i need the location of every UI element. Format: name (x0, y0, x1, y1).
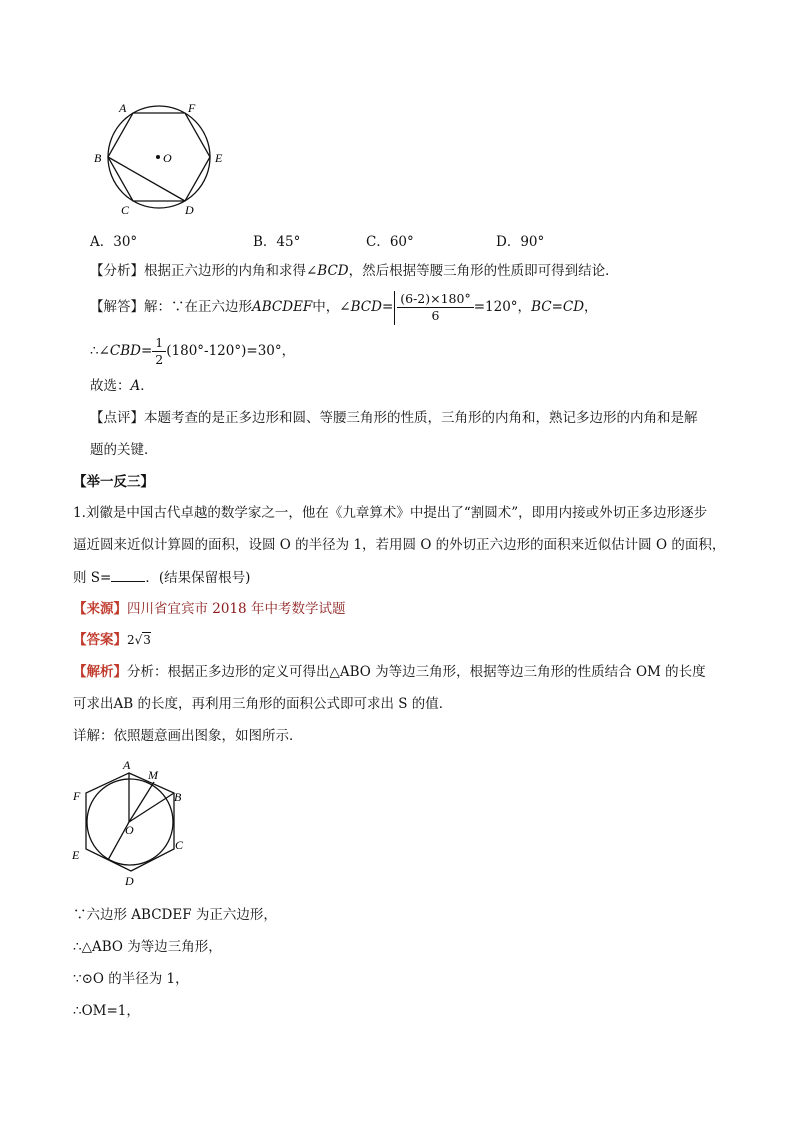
review-line-2: 题的关键． (90, 442, 158, 458)
problem-line-1: 1.刘徽是中国古代卓越的数学家之一，他在《九章算术》中提出了“割圆术”，即用内接或外切正多边形逐步 (73, 505, 708, 521)
solution-line (90, 287, 598, 327)
detail-line: 详解：依照题意画出图象，如图所示． (73, 728, 303, 744)
label-b: B (94, 151, 102, 165)
segment-om (129, 782, 154, 822)
label-f: F (188, 101, 196, 115)
analysis-text-1: 根据正六边形的内角和求得 (144, 263, 306, 279)
source-text: 四川省宜宾市 2018 年中考数学试题 (127, 601, 346, 617)
solution-text-1: 解：∵在正六边形 (144, 299, 252, 315)
segment-ob (129, 793, 174, 822)
choice-line (90, 376, 154, 396)
step2-fraction (152, 335, 166, 368)
option-d: D．90° (496, 234, 545, 250)
solution-bc: BC (531, 299, 552, 315)
solution-comma: ， (584, 299, 598, 315)
step2-text: (180°-120°)=30°， (166, 343, 296, 359)
source-tag: 【来源】 (73, 601, 127, 617)
label2-f: F (73, 789, 81, 803)
explain-tag: 【解析】 (73, 664, 127, 680)
segment-bd (108, 157, 185, 201)
solution-hex: ABCDEF (252, 299, 313, 315)
figure-inscribed-hexagon (90, 95, 235, 220)
option-a: A．30° (90, 234, 138, 250)
review-tag: 【点评】 (90, 410, 144, 426)
conclusion-line-2: ∴△ABO 为等边三角形， (73, 939, 222, 955)
conclusion-line-4: ∴OM=1， (73, 1003, 140, 1019)
label-a: A (119, 101, 127, 115)
analysis-line (90, 261, 619, 281)
problem-line-3-pre: 则 S= (73, 570, 112, 586)
solution-frac-num: (6-2)×180° (397, 291, 473, 308)
solution-frac-den: 6 (431, 308, 440, 323)
solution-text-3: =120°， (473, 299, 532, 315)
label2-b: B (174, 790, 182, 804)
label2-d: D (125, 874, 134, 888)
explain-line-2: 可求出AB 的长度，再利用三角形的面积公式即可求出 S 的值． (73, 696, 453, 712)
answer-radicand: 3 (143, 633, 151, 647)
fraction-bar-mark (394, 291, 395, 325)
label2-m: M (148, 768, 158, 782)
step2-angle: ∠CBD (98, 343, 141, 359)
solution-fraction (397, 291, 473, 324)
explain-text-1: 分析：根据正多边形的定义可得出△ABO 为等边三角形，根据等边三角形的性质结合 OM 的长度 (127, 664, 706, 680)
explain-line-1 (73, 662, 706, 682)
step2-frac-den: 2 (155, 352, 164, 367)
step2-eq: = (140, 343, 153, 359)
analysis-text-2: ，然后根据等腰三角形的性质即可得到结论． (348, 263, 619, 279)
analysis-angle: ∠BCD (306, 263, 349, 279)
solution-text-2: 中， (312, 299, 340, 315)
answer-tag: 【答案】 (73, 632, 127, 648)
solution-tag: 【解答】 (90, 299, 144, 315)
problem-line-2: 逼近圆来近似计算圆的面积，设圆 O 的半径为 1，若用圆 O 的外切正六边形的面积来近似估计圆 O 的面积， (73, 537, 726, 553)
answer-coef: 2 (127, 633, 135, 647)
label2-c: C (175, 838, 184, 852)
problem-line-3 (73, 567, 250, 588)
label-o: O (163, 151, 172, 165)
option-b: B．45° (253, 234, 301, 250)
label2-a: A (123, 758, 131, 772)
label-d: D (185, 203, 194, 217)
step2-prefix: ∴ (90, 343, 99, 359)
choice-text-2: ． (140, 378, 154, 394)
solution-cd: CD (562, 299, 585, 315)
answer-sqrt-sign: √ (134, 633, 143, 647)
review-line-1 (90, 408, 698, 428)
answer-line (73, 630, 151, 650)
conclusion-line-3: ∵⊙O 的半径为 1， (73, 971, 189, 987)
choice-answer: A (130, 378, 141, 394)
analysis-tag: 【分析】 (90, 263, 144, 279)
problem-line-3-post: ．(结果保留根号) (145, 570, 251, 586)
choice-text-1: 故选： (90, 378, 131, 394)
conclusion-line-1: ∵六边形 ABCDEF 为正六边形， (73, 907, 277, 923)
option-c: C．60° (366, 234, 414, 250)
figure-circumscribed-hexagon (62, 755, 197, 890)
review-text-1: 本题考查的是正多边形和圆、等腰三角形的性质，三角形的内角和，熟记多边形的内角和是解 (144, 410, 698, 426)
section-title: 【举一反三】 (73, 474, 154, 490)
label2-e: E (72, 848, 80, 862)
step2-line (90, 331, 295, 371)
label-c: C (121, 203, 130, 217)
label2-o: O (125, 823, 134, 837)
step2-frac-num: 1 (152, 335, 166, 352)
label-e: E (215, 151, 223, 165)
center-dot (156, 155, 160, 159)
solution-eq: = (381, 299, 394, 315)
solution-angle: ∠BCD (339, 299, 382, 315)
answer-blank (111, 567, 145, 582)
source-line (73, 599, 345, 619)
solution-eq2: = (551, 299, 563, 315)
